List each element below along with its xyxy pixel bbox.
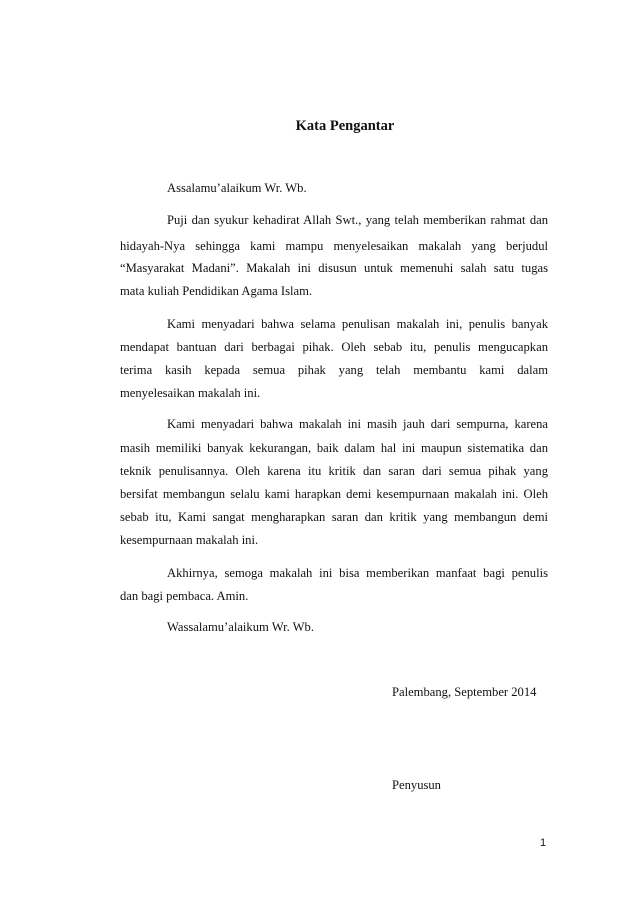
paragraph-3-line-4: bersifat membangun selalu kami harapkan demi kesempurnaan makalah ini. Oleh [120, 487, 548, 501]
paragraph-3-line-6: kesempurnaan makalah ini. [120, 533, 259, 547]
paragraph-1-line-4: mata kuliah Pendidikan Agama Islam. [120, 284, 313, 298]
page-number: 1 [540, 837, 547, 849]
document-title: Kata Pengantar [295, 118, 395, 134]
paragraph-3-line-2: masih memiliki banyak kekurangan, baik dalam hal ini maupun sistematika dan [120, 441, 548, 455]
paragraph-3-line-1: Kami menyadari bahwa makalah ini masih jauh dari sempurna, karena [167, 417, 548, 431]
paragraph-3-line-3: teknik penulisannya. Oleh karena itu kritik dan saran dari semua pihak yang [120, 464, 548, 478]
paragraph-4-line-2: dan bagi pembaca. Amin. [120, 589, 249, 603]
closing: Wassalamu’alaikum Wr. Wb. [167, 620, 315, 634]
greeting: Assalamu’alaikum Wr. Wb. [167, 181, 307, 195]
paragraph-4-line-1: Akhirnya, semoga makalah ini bisa memberikan manfaat bagi penulis [167, 566, 548, 580]
paragraph-2-line-4: menyelesaikan makalah ini. [120, 386, 261, 400]
paragraph-3-line-5: sebab itu, Kami sangat mengharapkan saran dan kritik yang membangun demi [120, 510, 548, 524]
paragraph-2-line-3: terima kasih kepada semua pihak yang telah membantu kami dalam [120, 363, 548, 377]
paragraph-2-line-1: Kami menyadari bahwa selama penulisan makalah ini, penulis banyak [167, 317, 548, 331]
paragraph-1-line-2: hidayah-Nya sehingga kami mampu menyelesaikan makalah yang berjudul [120, 239, 548, 253]
paragraph-2-line-2: mendapat bantuan dari berbagai pihak. Oleh sebab itu, penulis mengucapkan [120, 340, 548, 354]
signature: Penyusun [392, 778, 441, 792]
place-date: Palembang, September 2014 [392, 685, 537, 699]
paragraph-1-line-1: Puji dan syukur kehadirat Allah Swt., yang telah memberikan rahmat dan [167, 213, 548, 227]
paragraph-1-line-3: “Masyarakat Madani”. Makalah ini disusun untuk memenuhi salah satu tugas [120, 261, 548, 275]
